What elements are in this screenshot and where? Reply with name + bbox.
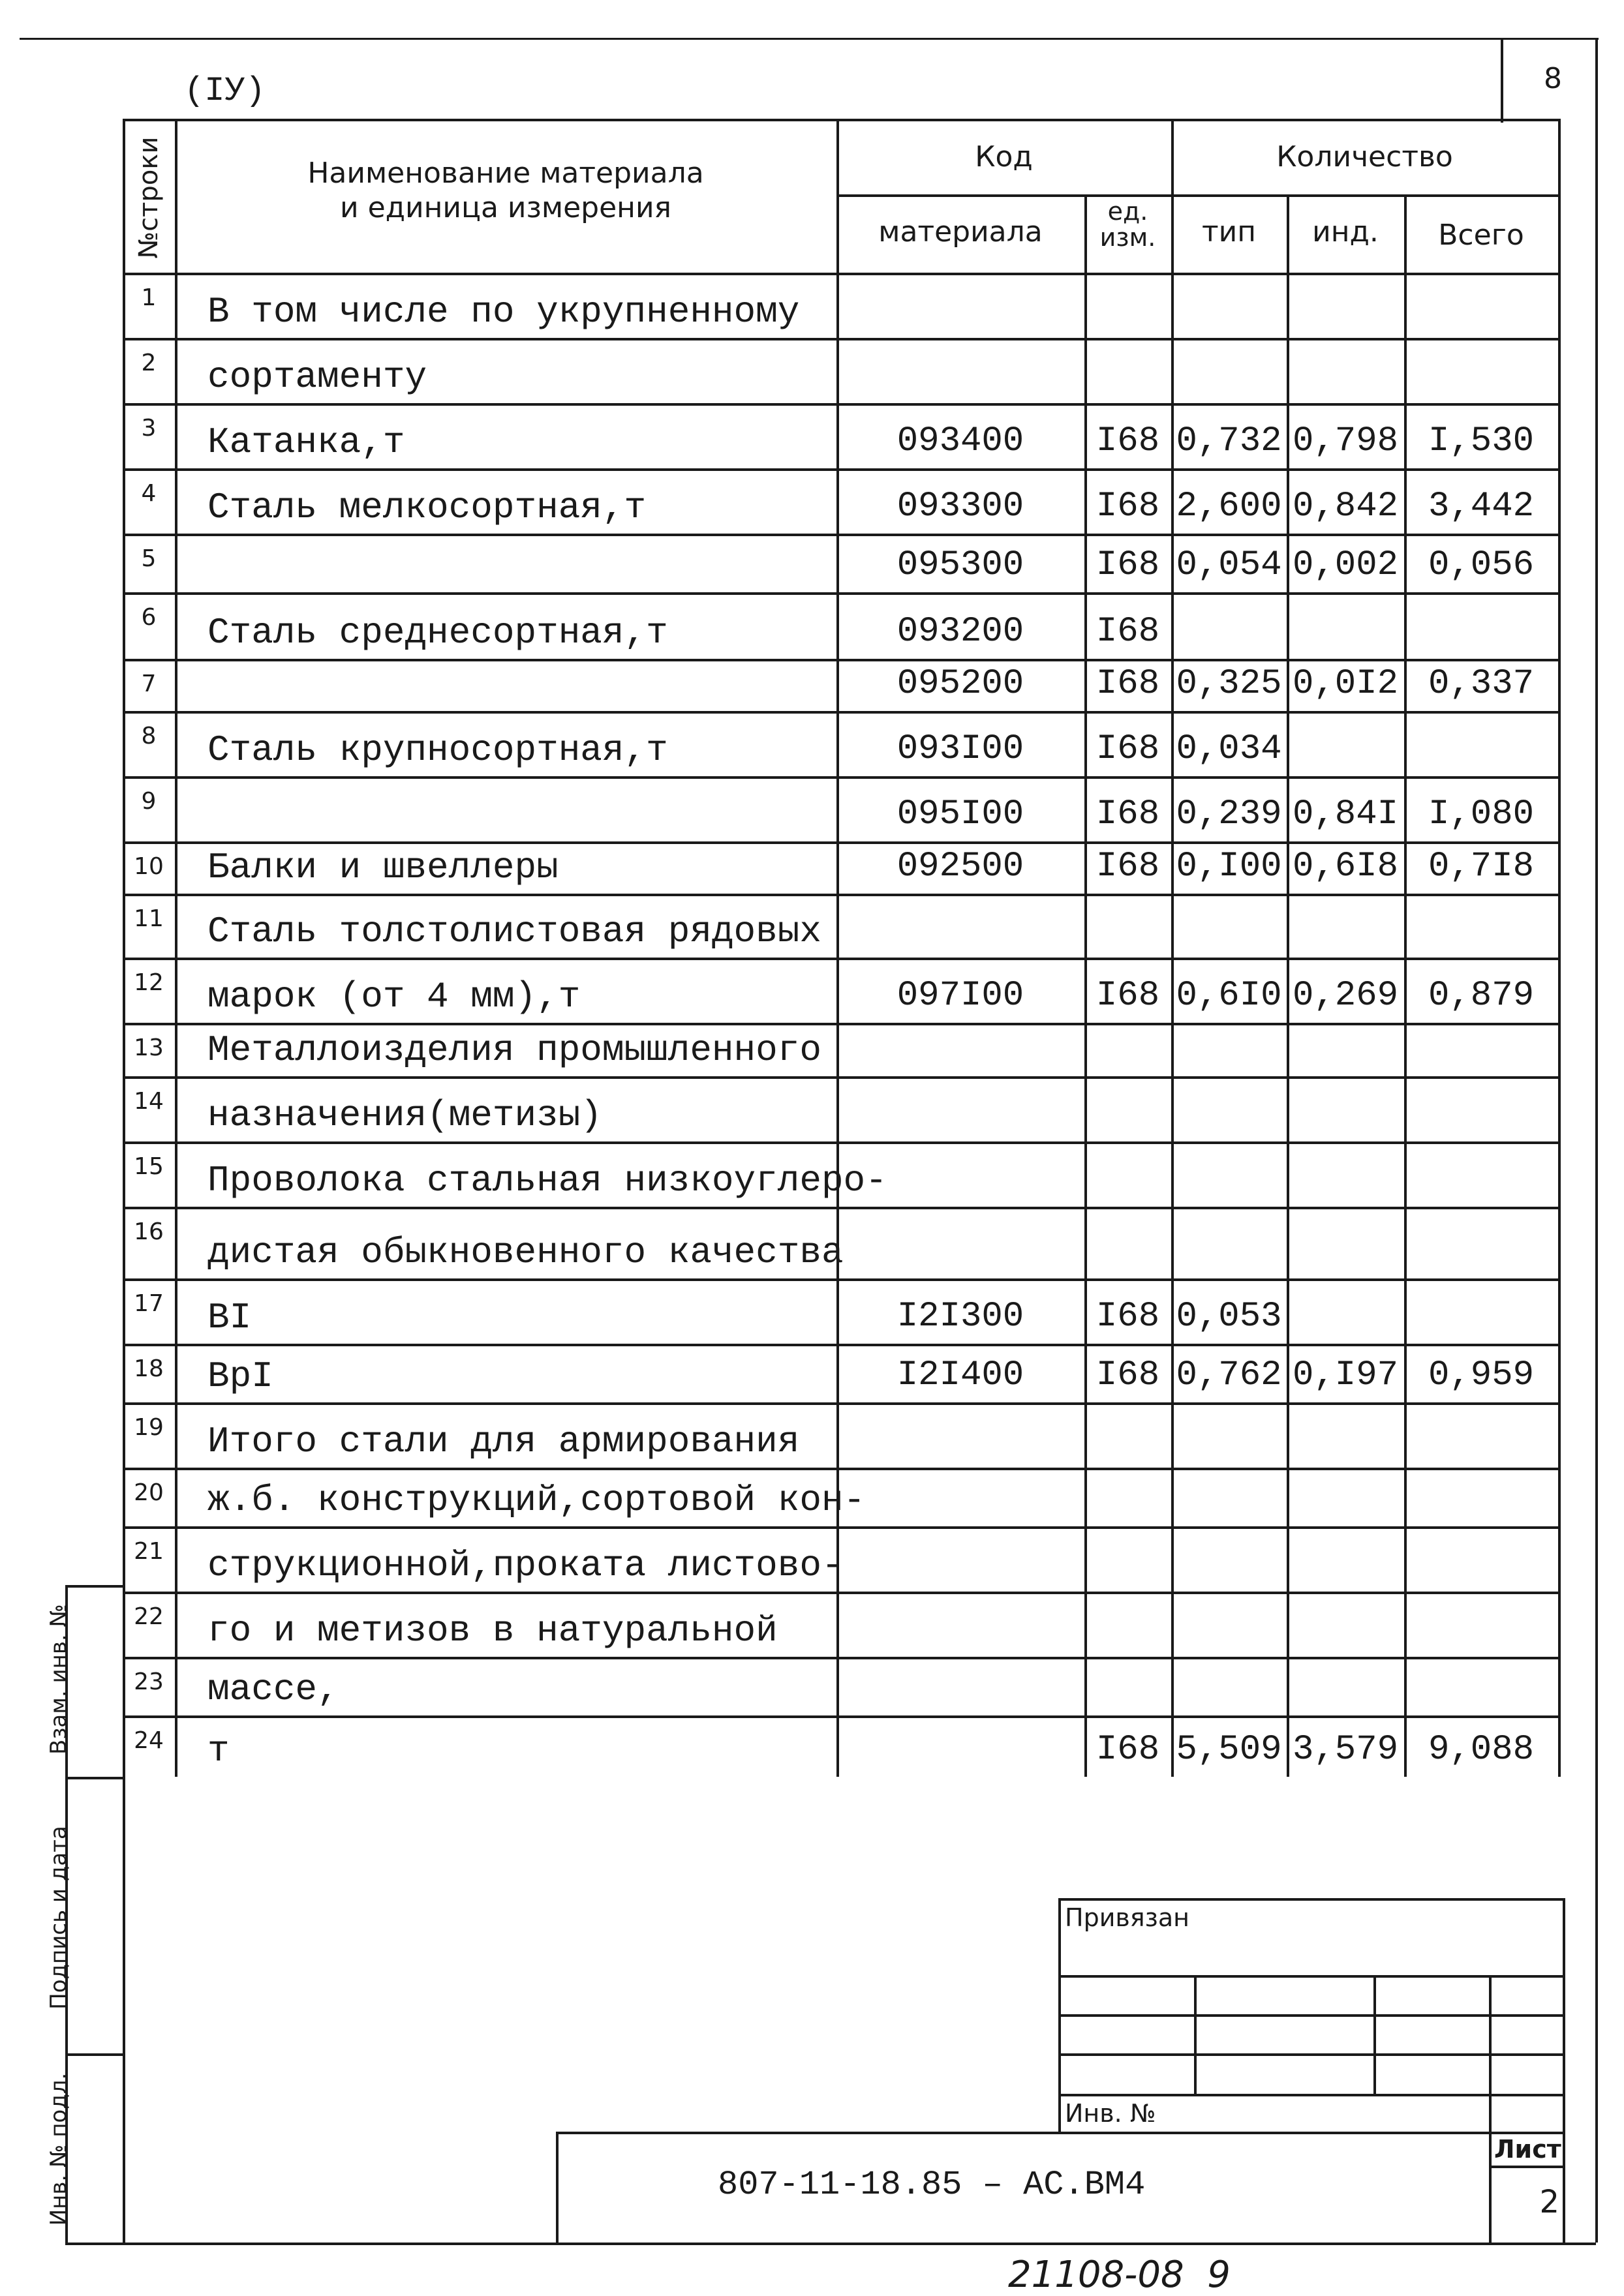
- quantity-total: I,530: [1428, 421, 1535, 461]
- unit-code: I68: [1095, 1297, 1160, 1337]
- stamp-inv-no: Инв. №: [1065, 2099, 1156, 2128]
- stamp-doc-code: 807-11-18.85 – АС.ВМ4: [718, 2166, 1146, 2204]
- header-row-number: №строки: [134, 136, 164, 259]
- material-code: 095300: [896, 545, 1024, 585]
- row-number: 13: [134, 1035, 164, 1061]
- material-name: Катанка,т: [207, 421, 405, 463]
- row-number: 5: [141, 545, 157, 572]
- quantity-tip: 0,I00: [1176, 847, 1282, 886]
- quantity-ind: 0,6I8: [1292, 847, 1399, 886]
- material-name: Металлоизделия промышленного: [207, 1029, 821, 1071]
- row-number: 20: [134, 1479, 164, 1506]
- row-number: 2: [141, 350, 157, 376]
- material-name: марок (от 4 мм),т: [207, 976, 581, 1018]
- material-name: т: [207, 1730, 230, 1772]
- row-number: 24: [134, 1727, 164, 1754]
- header-ind: инд.: [1312, 215, 1379, 249]
- material-name: BI: [207, 1297, 252, 1338]
- row-number: 18: [134, 1355, 164, 1382]
- row-number: 9: [141, 788, 157, 815]
- material-code: 097I00: [896, 976, 1024, 1016]
- row-number: 10: [134, 853, 164, 880]
- material-code: 095I00: [896, 794, 1024, 834]
- material-code: I2I400: [896, 1355, 1024, 1395]
- material-code: 095200: [896, 664, 1024, 704]
- stamp-list-label: Лист: [1494, 2135, 1561, 2164]
- unit-code: I68: [1095, 847, 1160, 886]
- row-number: 15: [134, 1153, 164, 1180]
- material-name: массе,: [207, 1669, 339, 1710]
- row-number: 7: [141, 671, 157, 697]
- quantity-ind: 0,269: [1292, 976, 1399, 1016]
- quantity-tip: 0,732: [1176, 421, 1282, 461]
- quantity-tip: 5,509: [1176, 1730, 1282, 1770]
- header-unit-code: ед. изм.: [1099, 197, 1156, 252]
- row-number: 8: [141, 723, 157, 749]
- stamp-privyazan: Привязан: [1065, 1903, 1189, 1932]
- stamp-list-value: 2: [1539, 2184, 1559, 2220]
- row-number: 16: [134, 1218, 164, 1245]
- quantity-tip: 0,239: [1176, 794, 1282, 834]
- row-number: 6: [141, 604, 157, 631]
- quantity-tip: 2,600: [1176, 487, 1282, 526]
- material-name: Сталь среднесортная,т: [207, 612, 668, 654]
- material-name: дистая обыкновенного качества: [207, 1231, 844, 1273]
- unit-code: I68: [1095, 729, 1160, 769]
- side-label-vzam: Взам. инв. №: [46, 1604, 72, 1755]
- row-number: 4: [141, 480, 157, 507]
- unit-code: I68: [1095, 545, 1160, 585]
- quantity-tip: 0,053: [1176, 1297, 1282, 1337]
- quantity-total: 9,088: [1428, 1730, 1535, 1770]
- row-number: 14: [134, 1088, 164, 1115]
- material-name: Итого стали для армирования: [207, 1421, 800, 1462]
- row-number: 3: [141, 415, 157, 442]
- row-number: 12: [134, 969, 164, 996]
- material-name: В том числе по укрупненному: [207, 291, 800, 333]
- material-code: 093400: [896, 421, 1024, 461]
- material-code: I2I300: [896, 1297, 1024, 1337]
- quantity-total: 3,442: [1428, 487, 1535, 526]
- quantity-ind: 0,0I2: [1292, 664, 1399, 704]
- quantity-tip: 0,054: [1176, 545, 1282, 585]
- row-number: 21: [134, 1538, 164, 1565]
- sheet-number: 8: [1544, 62, 1562, 95]
- header-quantity: Количество: [1276, 140, 1453, 174]
- material-name: назначения(метизы): [207, 1095, 602, 1136]
- section-mark: (IУ): [184, 72, 266, 110]
- row-number: 1: [141, 284, 157, 311]
- quantity-ind: 0,002: [1292, 545, 1399, 585]
- quantity-tip: 0,325: [1176, 664, 1282, 704]
- unit-code: I68: [1095, 421, 1160, 461]
- material-name: струкционной,проката листово-: [207, 1545, 844, 1586]
- row-number: 22: [134, 1603, 164, 1630]
- row-number: 19: [134, 1414, 164, 1441]
- material-name: ВрI: [207, 1355, 273, 1397]
- quantity-tip: 0,6I0: [1176, 976, 1282, 1016]
- quantity-ind: 3,579: [1292, 1730, 1399, 1770]
- unit-code: I68: [1095, 487, 1160, 526]
- unit-code: I68: [1095, 1355, 1160, 1395]
- quantity-ind: 0,84I: [1292, 794, 1399, 834]
- material-name: Сталь мелкосортная,т: [207, 487, 647, 528]
- material-code: 093I00: [896, 729, 1024, 769]
- side-label-podpis: Подпись и дата: [46, 1826, 72, 2010]
- material-code: 092500: [896, 847, 1024, 886]
- row-number: 17: [134, 1290, 164, 1317]
- quantity-ind: 0,I97: [1292, 1355, 1399, 1395]
- unit-code: I68: [1095, 976, 1160, 1016]
- quantity-total: 0,959: [1428, 1355, 1535, 1395]
- material-name: Проволока стальная низкоуглеро-: [207, 1160, 887, 1201]
- quantity-total: I,080: [1428, 794, 1535, 834]
- unit-code: I68: [1095, 794, 1160, 834]
- row-number: 11: [134, 905, 164, 932]
- material-code: 093300: [896, 487, 1024, 526]
- quantity-ind: 0,798: [1292, 421, 1399, 461]
- unit-code: I68: [1095, 612, 1160, 652]
- material-code: 093200: [896, 612, 1024, 652]
- header-total: Всего: [1438, 219, 1524, 252]
- quantity-total: 0,7I8: [1428, 847, 1535, 886]
- material-name: ж.б. конструкций,сортовой кон-: [207, 1479, 866, 1521]
- header-material-code: материала: [878, 215, 1043, 249]
- material-name: го и метизов в натуральной: [207, 1610, 778, 1652]
- quantity-total: 0,056: [1428, 545, 1535, 585]
- quantity-total: 0,879: [1428, 976, 1535, 1016]
- footer-number: 21108-08 9: [1008, 2254, 1231, 2296]
- quantity-tip: 0,034: [1176, 729, 1282, 769]
- header-tip: тип: [1202, 215, 1256, 249]
- material-name: Сталь толстолистовая рядовых: [207, 911, 821, 952]
- material-name: сортаменту: [207, 356, 427, 398]
- unit-code: I68: [1095, 664, 1160, 704]
- row-number: 23: [134, 1669, 164, 1695]
- header-code: Код: [975, 140, 1033, 174]
- material-name: Балки и швеллеры: [207, 847, 559, 888]
- quantity-tip: 0,762: [1176, 1355, 1282, 1395]
- quantity-total: 0,337: [1428, 664, 1535, 704]
- unit-code: I68: [1095, 1730, 1160, 1770]
- side-label-inv-podl: Инв. № подл.: [46, 2072, 72, 2226]
- material-name: Сталь крупносортная,т: [207, 729, 668, 771]
- quantity-ind: 0,842: [1292, 487, 1399, 526]
- header-material-name: Наименование материала и единица измерения: [307, 157, 704, 224]
